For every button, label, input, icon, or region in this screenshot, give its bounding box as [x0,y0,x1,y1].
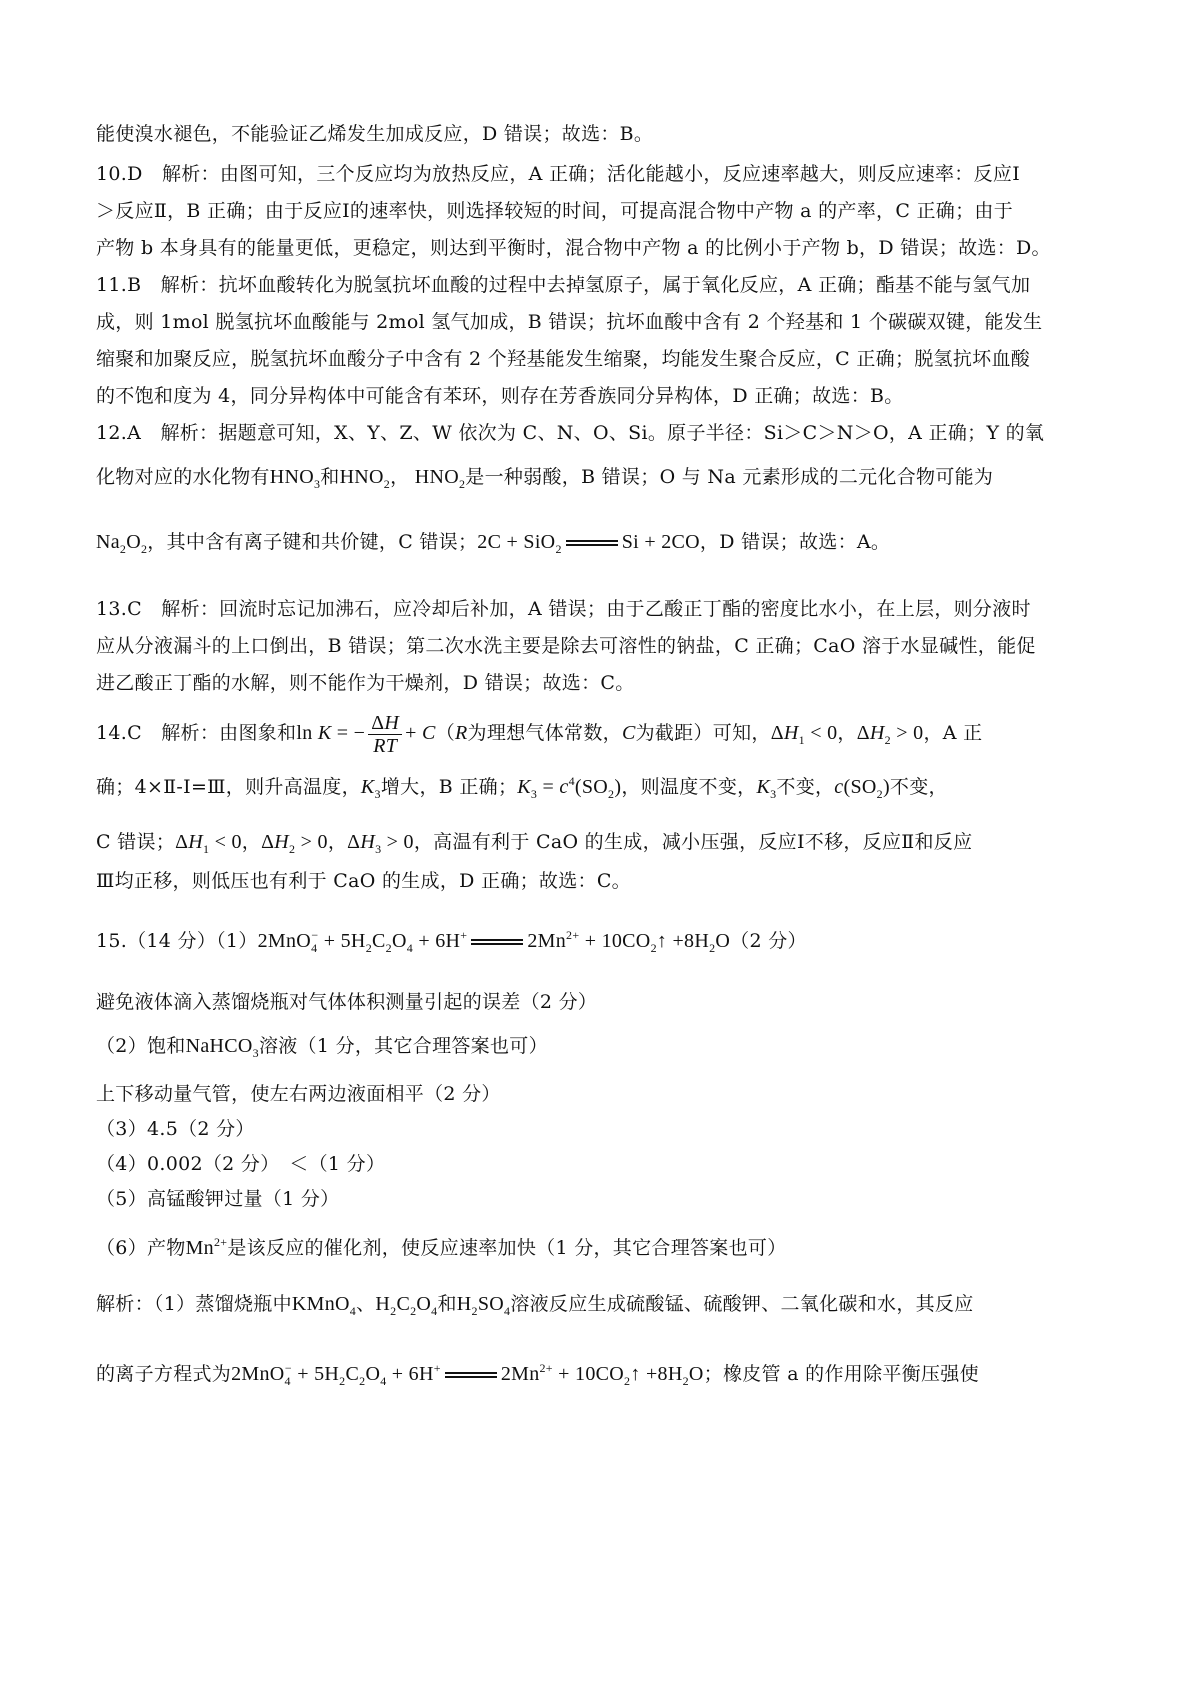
formula-h2c2o4: $H_2C_2O_4$ [375,1293,438,1318]
formula-dh1: $\Delta H_1 < 0$ [175,831,242,856]
text-segment: 化物对应的水化物有 [96,466,270,488]
answer-10-line-1: 10.D 解析：由图可知，三个反应均为放热反应，A 正确；活化能越小，反应速率越大，则反应速率：反应Ⅰ [96,163,1021,185]
text-segment: （ [435,722,455,745]
formula-hno2: $HNO_2$ [339,466,391,491]
answer-15-line: 上下移动量气管，使左右两边液面相平（2 分） [96,1083,501,1105]
text-segment: ， [241,831,262,853]
text-segment: 不变， [889,776,948,798]
text-segment: 为截距）可知， [635,722,771,745]
answer-10-line-3: 产物 b 本身具有的能量更低，更稳定，则达到平衡时，混合物中产物 a 的比例小于产物 b，D 错误；故选：D。 [96,237,1051,259]
text-segment: 不变， [776,776,835,798]
answer-15-part-2 [96,1034,548,1058]
text-segment: ，则温度不变， [621,776,757,798]
equals-sign [471,937,523,947]
formula-mn2plus: $Mn^{2+}$ [185,1235,228,1259]
formula-dh2: $\Delta H_2 > 0$ [261,831,328,856]
answer-15-part-1 [96,929,807,953]
text-segment: 确；4×Ⅱ-Ⅰ=Ⅲ，则升高温度， [96,776,361,798]
text-segment: 是该反应的催化剂，使反应速率加快（1 分，其它合理答案也可） [227,1237,787,1259]
answer-15-line: 避免液体滴入蒸馏烧瓶对气体体积测量引起的误差（2 分） [96,991,598,1013]
answer-14-line-2 [96,775,948,799]
text-segment: 解析：（1）蒸馏烧瓶中 [96,1293,292,1315]
text-segment: ，A 正 [923,722,983,745]
answer-11-line-4: 的不饱和度为 4，同分异构体中可能含有苯环，则存在芳香族同分异构体，D 正确；故选：B。 [96,385,904,407]
text-segment: ， [837,722,857,745]
formula-hno2: $HNO_2$ [409,466,466,491]
text-segment: 增大，B 正确； [380,776,518,798]
formula-dh2: $\Delta H_2 > 0$ [856,722,924,748]
text-segment: （2）饱和 [96,1035,186,1057]
text-segment: 溶液反应生成硫酸锰、硫酸钾、二氧化碳和水，其反应 [510,1293,974,1315]
answer-10-line-2: ＞反应Ⅱ，B 正确；由于反应Ⅰ的速率快，则选择较短的时间，可提高混合物中产物 a 的产率，C 正确；由于 [96,200,1014,222]
answer-14-line-4: Ⅲ均正移，则低压也有利于 CaO 的生成，D 正确；故选：C。 [96,870,631,892]
text-segment: 的离子方程式为 [96,1363,232,1385]
text-segment: 是一种弱酸，B 错误；O 与 Na 元素形成的二元化合物可能为 [465,466,994,488]
text-segment: 、 [356,1293,376,1315]
answer-13-line-3: 进乙酸正丁酯的水解，则不能作为干燥剂，D 错误；故选：C。 [96,672,635,694]
formula-c-so2: $c(SO_2)$ [834,776,890,801]
text-segment: （2 分） [730,930,807,952]
text-segment: ，D 错误；故选：A。 [699,531,891,553]
symbol-r: R [455,722,468,745]
answer-11-line-3: 缩聚和加聚反应，脱氢抗坏血酸分子中含有 2 个羟基能发生缩聚，均能发生聚合反应，C 正确；脱氢抗坏血酸 [96,348,1031,370]
text-segment: 14.C 解析：由图象和 [96,722,297,745]
text-segment: C 错误； [96,831,176,853]
answer-12-line-3 [96,530,890,554]
formula-h2so4: $H_2SO_4$ [456,1293,511,1318]
fraction: $\frac{\Delta H}{RT}$ [368,712,402,757]
answer-15-part-3: （3）4.5（2 分） [96,1118,255,1140]
text-segment: ，高温有利于 CaO 的生成，减小压强，反应Ⅰ不移，反应Ⅱ和反应 [413,831,973,853]
formula-k3-expression: $K_3 = c^4(SO_2)$ [517,774,622,801]
text-segment: ；橡皮管 a 的作用除平衡压强使 [703,1363,979,1385]
formula-dh3: $\Delta H_3 > 0$ [347,831,414,856]
formula-kmno4: KMnO$_4$ [291,1293,357,1318]
answer-13-line-2: 应从分液漏斗的上口倒出，B 错误；第二次水洗主要是除去可溶性的钠盐，C 正确；CaO 溶于水显碱性，能促 [96,635,1036,657]
equation-sio2-reduction: 2C + SiO$_2$ Si + 2CO [477,531,700,556]
explanation-line-1 [96,1292,974,1316]
answer-13-line-1: 13.C 解析：回流时忘记加沸石，应冷却后补加，A 错误；由于乙酸正丁酯的密度比水小，在上层，则分液时 [96,598,1031,620]
symbol-c: C [621,722,636,745]
text-segment: （6）产物 [96,1237,186,1259]
answer-12-line-1: 12.A 解析：据题意可知，X、Y、Z、W 依次为 C、N、O、Si。原子半径：Si＞C＞N＞O，A 正确；Y 的氧 [96,422,1045,444]
equals-sign [445,1370,497,1380]
equation-permanganate-oxalate: $2MnO_4^- + 5H_2C_2O_4 + 6H^+$ $2Mn^{2+}$ + $10CO_2↑ +8H_2O$ [231,1361,704,1388]
formula-hno3: $HNO_3$ [269,466,321,491]
text-segment: ， [327,831,348,853]
text-line: 能使溴水褪色，不能验证乙烯发生加成反应，D 错误；故选：B。 [96,123,654,145]
text-segment: ， [390,466,410,488]
text-segment: 和 [320,466,340,488]
formula-dh1: $\Delta H_1 < 0$ [770,722,838,748]
explanation-line-2 [96,1362,979,1386]
formula-k3: $K_3$ [756,776,777,801]
formula-k3: $K_3$ [360,776,381,801]
equals-sign [566,538,618,548]
text-segment: 为理想气体常数， [467,722,622,745]
answer-11-line-2: 成，则 1mol 脱氢抗坏血酸能与 2mol 氢气加成，B 错误；抗坏血酸中含有 2 个羟基和 1 个碳碳双键，能发生 [96,311,1043,333]
answer-14-line-3 [96,830,972,854]
formula-lnk: ln K = − $\frac{\Delta H}{RT}$ + C [296,712,436,757]
text-segment: 溶液（1 分，其它合理答案也可） [258,1035,548,1057]
text-segment: ，其中含有离子键和共价键，C 错误； [147,531,478,553]
answer-12-line-2 [96,465,993,489]
formula-na2o2: $Na_2O_2$ [96,531,148,556]
answer-15-part-6 [96,1236,787,1260]
answer-11-line-1: 11.B 解析：抗坏血酸转化为脱氢抗坏血酸的过程中去掉氢原子，属于氧化反应，A 正确；酯基不能与氢气加 [96,274,1031,296]
answer-14-line-1 [96,712,982,757]
text-segment: 和 [437,1293,457,1315]
equation-permanganate-oxalate: $2MnO_4^- + 5H_2C_2O_4 + 6H^+$ $2Mn^{2+}$ + $10CO_2↑ +8H_2O$ [257,928,731,955]
answer-15-part-5: （5）高锰酸钾过量（1 分） [96,1188,340,1210]
formula-nahco3: NaHCO$_3$ [185,1035,259,1060]
answer-15-part-4: （4）0.002（2 分） ＜（1 分） [96,1153,386,1175]
text-segment: 15.（14 分）（1） [96,930,258,952]
